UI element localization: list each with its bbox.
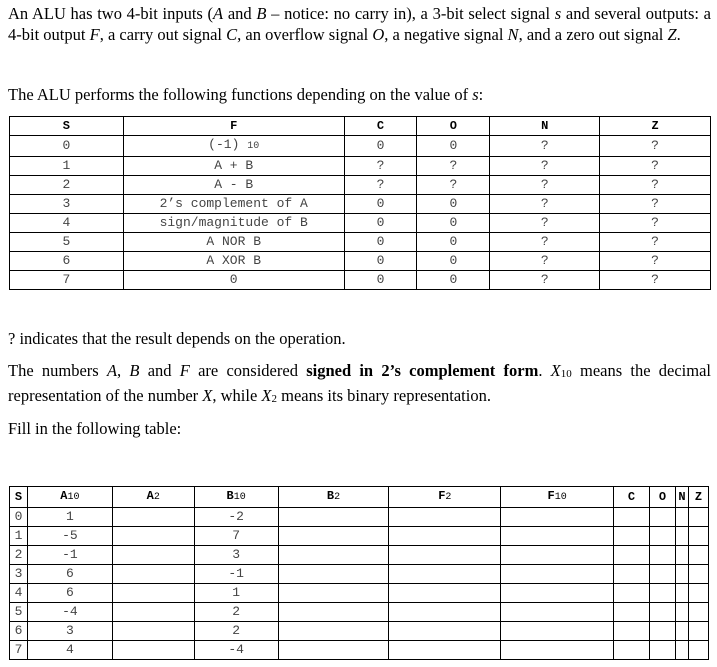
subscript: 10 <box>247 141 260 152</box>
cell-s: 0 <box>10 136 124 157</box>
function-table-row <box>10 233 711 252</box>
cell-s: 3 <box>10 195 124 214</box>
cell-n: ? <box>490 195 600 214</box>
fill-cell-s: 7 <box>10 641 28 660</box>
cell-c: 0 <box>344 195 417 214</box>
fill-cell-a10: 3 <box>27 622 112 641</box>
function-table-row <box>10 195 711 214</box>
header-n: N <box>490 117 600 136</box>
fill-blank-cell[interactable] <box>112 603 194 622</box>
cell-o: 0 <box>417 252 490 271</box>
fill-header-10: Z <box>688 487 708 508</box>
fill-blank-cell[interactable] <box>278 622 389 641</box>
fill-blank-cell[interactable] <box>112 641 194 660</box>
fill-table-row <box>10 603 709 622</box>
cell-o: 0 <box>417 233 490 252</box>
fill-blank-cell[interactable] <box>278 565 389 584</box>
cell-f: (-1) 10 <box>123 136 344 157</box>
fill-cell-b10: 2 <box>194 622 278 641</box>
cell-f: A + B <box>123 157 344 176</box>
header-c: C <box>344 117 417 136</box>
fill-cell-s: 0 <box>10 508 28 527</box>
cell-f: A XOR B <box>123 252 344 271</box>
fill-blank-cell[interactable] <box>112 508 194 527</box>
function-table-header <box>10 117 711 136</box>
fill-blank-cell[interactable] <box>614 527 650 546</box>
header-s: S <box>10 117 124 136</box>
fill-blank-cell[interactable] <box>112 527 194 546</box>
intro-paragraph: An ALU has two 4-bit inputs (A and B – notice: no carry in), a 3-bit select signal s and several outputs: a 4-bit output F, a carry out signal C, an overflow signal O, a negative signal N, and a zero out signal Z. <box>8 4 711 44</box>
fill-blank-cell[interactable] <box>278 641 389 660</box>
cell-f: sign/magnitude of B <box>123 214 344 233</box>
cell-o: 0 <box>417 136 490 157</box>
fill-blank-cell[interactable] <box>278 603 389 622</box>
note-question-mark: ? indicates that the result depends on the operation. <box>8 329 346 348</box>
fill-blank-cell[interactable] <box>688 641 708 660</box>
cell-f: 2’s complement of A <box>123 195 344 214</box>
fill-blank-cell[interactable] <box>278 508 389 527</box>
fill-blank-cell[interactable] <box>614 508 650 527</box>
fill-cell-s: 2 <box>10 546 28 565</box>
fill-blank-cell[interactable] <box>501 565 614 584</box>
function-table-row <box>10 176 711 195</box>
fill-blank-cell[interactable] <box>501 508 614 527</box>
cell-z: ? <box>600 136 711 157</box>
fill-cell-b10: -1 <box>194 565 278 584</box>
function-table-row <box>10 136 711 157</box>
fill-header-6: F10 <box>501 487 614 508</box>
cell-n: ? <box>490 136 600 157</box>
function-table-row <box>10 271 711 290</box>
cell-f: A - B <box>123 176 344 195</box>
functions-intro: The ALU performs the following functions depending on the value of s: <box>8 85 484 104</box>
header-f: F <box>123 117 344 136</box>
fill-blank-cell[interactable] <box>112 546 194 565</box>
cell-n: ? <box>490 271 600 290</box>
fill-blank-cell[interactable] <box>389 584 501 603</box>
fill-header-7: C <box>614 487 650 508</box>
fill-blank-cell[interactable] <box>501 641 614 660</box>
fill-table-row <box>10 565 709 584</box>
fill-blank-cell[interactable] <box>501 527 614 546</box>
fill-blank-cell[interactable] <box>649 508 675 527</box>
fill-blank-cell[interactable] <box>675 565 688 584</box>
cell-s: 6 <box>10 252 124 271</box>
fill-blank-cell[interactable] <box>649 527 675 546</box>
fill-blank-cell[interactable] <box>614 622 650 641</box>
cell-s: 1 <box>10 157 124 176</box>
fill-cell-a10: 6 <box>27 565 112 584</box>
cell-c: 0 <box>344 136 417 157</box>
fill-cell-b10: 2 <box>194 603 278 622</box>
fill-cell-s: 5 <box>10 603 28 622</box>
fill-cell-b10: -4 <box>194 641 278 660</box>
fill-cell-s: 4 <box>10 584 28 603</box>
fill-blank-cell[interactable] <box>112 565 194 584</box>
fill-cell-a10: -1 <box>27 546 112 565</box>
fill-cell-b10: 3 <box>194 546 278 565</box>
fill-blank-cell[interactable] <box>675 527 688 546</box>
function-table-row <box>10 214 711 233</box>
cell-z: ? <box>600 157 711 176</box>
fill-cell-s: 1 <box>10 527 28 546</box>
fill-table-header <box>10 487 709 508</box>
fill-blank-cell[interactable] <box>501 584 614 603</box>
fill-blank-cell[interactable] <box>649 546 675 565</box>
fill-header-4: B2 <box>278 487 389 508</box>
fill-blank-cell[interactable] <box>675 603 688 622</box>
cell-n: ? <box>490 252 600 271</box>
fill-blank-cell[interactable] <box>389 641 501 660</box>
fill-table-row <box>10 584 709 603</box>
fill-cell-s: 6 <box>10 622 28 641</box>
fill-blank-cell[interactable] <box>389 527 501 546</box>
fill-blank-cell[interactable] <box>278 584 389 603</box>
cell-n: ? <box>490 157 600 176</box>
fill-table-row <box>10 641 709 660</box>
cell-c: 0 <box>344 252 417 271</box>
fill-blank-cell[interactable] <box>278 527 389 546</box>
fill-header-8: O <box>649 487 675 508</box>
fill-blank-cell[interactable] <box>278 546 389 565</box>
cell-c: 0 <box>344 214 417 233</box>
function-table-row <box>10 157 711 176</box>
header-z: Z <box>600 117 711 136</box>
fill-blank-cell[interactable] <box>688 565 708 584</box>
fill-blank-cell[interactable] <box>389 546 501 565</box>
cell-o: ? <box>417 176 490 195</box>
cell-z: ? <box>600 233 711 252</box>
alu-function-table <box>9 116 711 290</box>
fill-blank-cell[interactable] <box>112 622 194 641</box>
fill-blank-cell[interactable] <box>688 546 708 565</box>
cell-n: ? <box>490 233 600 252</box>
cell-o: 0 <box>417 271 490 290</box>
cell-s: 7 <box>10 271 124 290</box>
fill-header-5: F2 <box>389 487 501 508</box>
fill-blank-cell[interactable] <box>649 622 675 641</box>
fill-blank-cell[interactable] <box>389 603 501 622</box>
fill-blank-cell[interactable] <box>675 641 688 660</box>
fill-blank-cell[interactable] <box>675 584 688 603</box>
cell-c: 0 <box>344 271 417 290</box>
fill-cell-a10: 4 <box>27 641 112 660</box>
cell-c: 0 <box>344 233 417 252</box>
cell-n: ? <box>490 214 600 233</box>
fill-blank-cell[interactable] <box>675 622 688 641</box>
cell-f: A NOR B <box>123 233 344 252</box>
cell-f: 0 <box>123 271 344 290</box>
fill-blank-cell[interactable] <box>649 603 675 622</box>
fill-cell-s: 3 <box>10 565 28 584</box>
fill-blank-cell[interactable] <box>614 603 650 622</box>
fill-header-1: A10 <box>27 487 112 508</box>
fill-cell-a10: -4 <box>27 603 112 622</box>
fill-cell-b10: 1 <box>194 584 278 603</box>
fill-blank-cell[interactable] <box>501 622 614 641</box>
cell-o: 0 <box>417 214 490 233</box>
fill-blank-cell[interactable] <box>688 508 708 527</box>
fill-header-3: B10 <box>194 487 278 508</box>
fill-cell-a10: -5 <box>27 527 112 546</box>
fill-blank-cell[interactable] <box>649 584 675 603</box>
fill-blank-cell[interactable] <box>614 565 650 584</box>
fill-cell-b10: 7 <box>194 527 278 546</box>
note-signed-numbers: The numbers A, B and F are considered signed in 2’s complement form. $X_{10}$ means the decimal representation of the number X, while $X_2$ means its binary representation. <box>8 361 711 405</box>
header-o: O <box>417 117 490 136</box>
cell-s: 4 <box>10 214 124 233</box>
fill-table-row <box>10 527 709 546</box>
fill-table-row <box>10 508 709 527</box>
fill-blank-cell[interactable] <box>614 546 650 565</box>
fill-header-9: N <box>675 487 688 508</box>
cell-c: ? <box>344 176 417 195</box>
fill-blank-cell[interactable] <box>649 641 675 660</box>
fill-blank-cell[interactable] <box>688 603 708 622</box>
fill-header-2: A2 <box>112 487 194 508</box>
fill-blank-cell[interactable] <box>501 546 614 565</box>
cell-o: ? <box>417 157 490 176</box>
cell-c: ? <box>344 157 417 176</box>
cell-s: 2 <box>10 176 124 195</box>
cell-z: ? <box>600 271 711 290</box>
fill-blank-cell[interactable] <box>389 622 501 641</box>
fill-blank-cell[interactable] <box>675 546 688 565</box>
fill-blank-cell[interactable] <box>389 565 501 584</box>
cell-z: ? <box>600 252 711 271</box>
fill-blank-cell[interactable] <box>501 603 614 622</box>
fill-blank-cell[interactable] <box>649 565 675 584</box>
fill-blank-cell[interactable] <box>688 584 708 603</box>
fill-blank-cell[interactable] <box>614 584 650 603</box>
cell-s: 5 <box>10 233 124 252</box>
fill-header-0: S <box>10 487 28 508</box>
cell-z: ? <box>600 176 711 195</box>
fill-blank-cell[interactable] <box>389 508 501 527</box>
fill-blank-cell[interactable] <box>614 641 650 660</box>
fill-in-table <box>9 486 709 660</box>
cell-z: ? <box>600 195 711 214</box>
fill-in-instruction: Fill in the following table: <box>8 419 182 438</box>
fill-table-row <box>10 546 709 565</box>
fill-blank-cell[interactable] <box>688 622 708 641</box>
function-table-row <box>10 252 711 271</box>
fill-blank-cell[interactable] <box>675 508 688 527</box>
fill-cell-a10: 6 <box>27 584 112 603</box>
fill-cell-a10: 1 <box>27 508 112 527</box>
cell-o: 0 <box>417 195 490 214</box>
cell-z: ? <box>600 214 711 233</box>
cell-n: ? <box>490 176 600 195</box>
fill-blank-cell[interactable] <box>688 527 708 546</box>
fill-blank-cell[interactable] <box>112 584 194 603</box>
fill-cell-b10: -2 <box>194 508 278 527</box>
fill-table-row <box>10 622 709 641</box>
